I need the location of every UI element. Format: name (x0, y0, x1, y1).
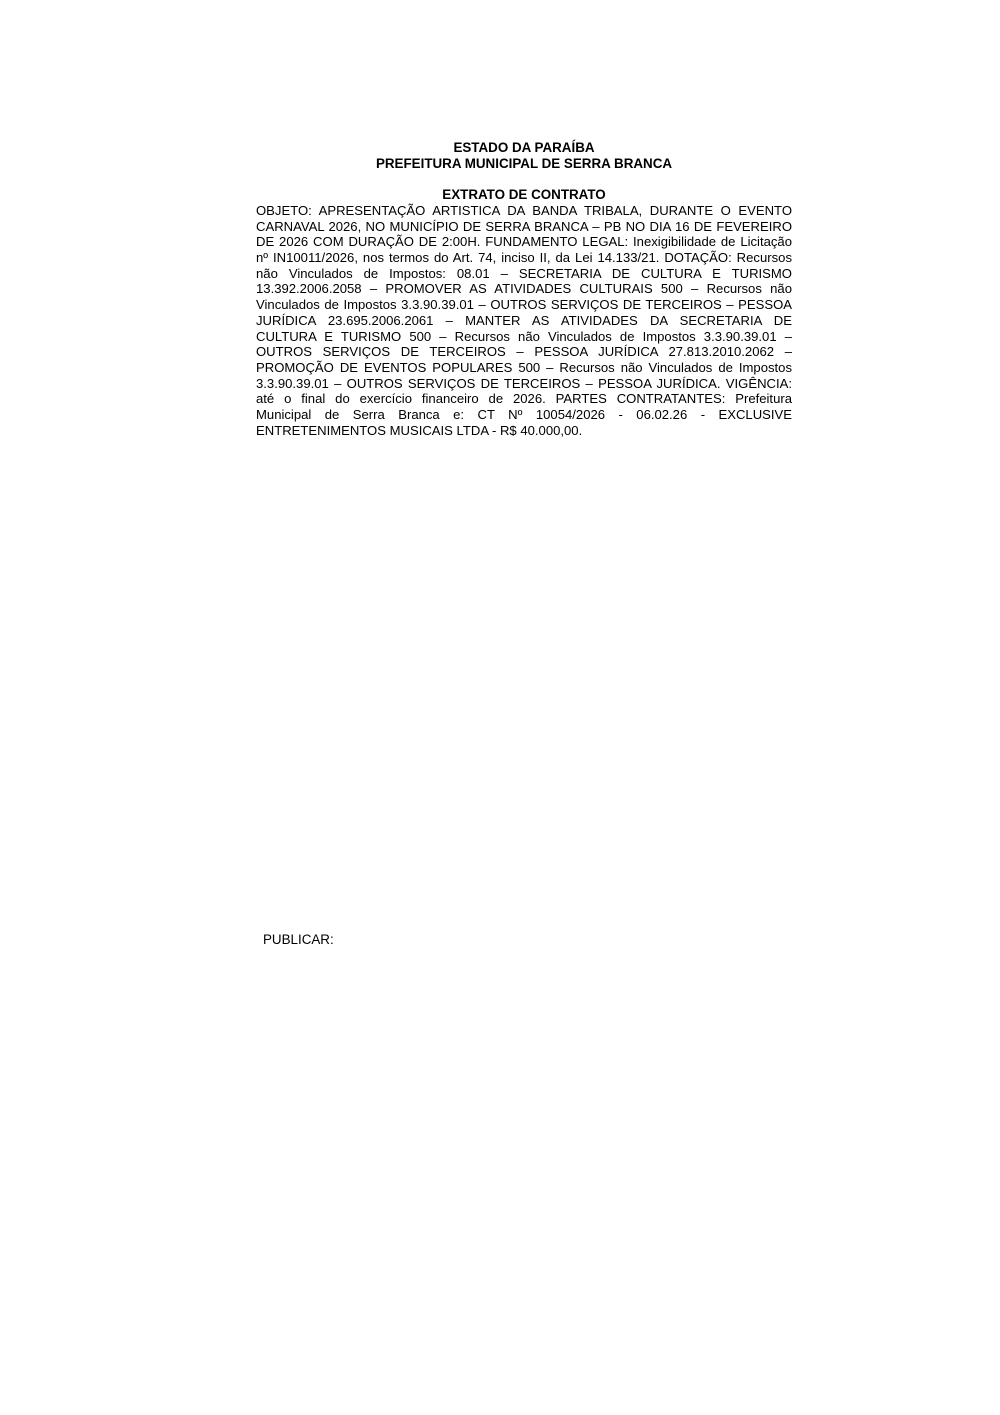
document-header (256, 140, 792, 172)
body-line: Vinculados de Impostos 3.3.90.39.01 – OUTROS SERVIÇOS DE TERCEIROS – PESSOA (256, 297, 792, 313)
body-line: até o final do exercício financeiro de 2026. PARTES CONTRATANTES: Prefeitura (256, 391, 792, 407)
body-line: 13.392.2006.2058 – PROMOVER AS ATIVIDADES CULTURAIS 500 – Recursos não (256, 281, 792, 297)
body-line: CULTURA E TURISMO 500 – Recursos não Vinculados de Impostos 3.3.90.39.01 – (256, 328, 792, 344)
publish-label: PUBLICAR: (263, 932, 334, 947)
body-line: JURÍDICA 23.695.2006.2061 – MANTER AS ATIVIDADES DA SECRETARIA DE (256, 312, 792, 328)
body-line: 3.3.90.39.01 – OUTROS SERVIÇOS DE TERCEIROS – PESSOA JURÍDICA. VIGÊNCIA: (256, 375, 792, 391)
body-line: CARNAVAL 2026, NO MUNICÍPIO DE SERRA BRANCA – PB NO DIA 16 DE FEVEREIRO (256, 218, 792, 234)
body-line: PROMOÇÃO DE EVENTOS POPULARES 500 – Recursos não Vinculados de Impostos (256, 359, 792, 375)
body-line: OUTROS SERVIÇOS DE TERCEIROS – PESSOA JURÍDICA 27.813.2010.2062 – (256, 344, 792, 360)
document-title: EXTRATO DE CONTRATO (442, 187, 606, 202)
body-line: Municipal de Serra Branca e: CT Nº 10054/2026 - 06.02.26 - EXCLUSIVE (256, 406, 792, 422)
body-line: ENTRETENIMENTOS MUSICAIS LTDA - R$ 40.000,00. (256, 422, 583, 438)
body-line: DE 2026 COM DURAÇÃO DE 2:00H. FUNDAMENTO LEGAL: Inexigibilidade de Licitação (256, 234, 792, 250)
state-heading: ESTADO DA PARAÍBA (453, 140, 595, 155)
municipality-heading: PREFEITURA MUNICIPAL DE SERRA BRANCA (375, 156, 673, 171)
body-line: não Vinculados de Impostos: 08.01 – SECRETARIA DE CULTURA E TURISMO (256, 265, 792, 281)
contract-extract-body (256, 203, 792, 438)
body-line: OBJETO: APRESENTAÇÃO ARTISTICA DA BANDA TRIBALA, DURANTE O EVENTO (256, 203, 792, 218)
body-line: nº IN10011/2026, nos termos do Art. 74, inciso II, da Lei 14.133/21. DOTAÇÃO: Recursos (256, 250, 792, 266)
